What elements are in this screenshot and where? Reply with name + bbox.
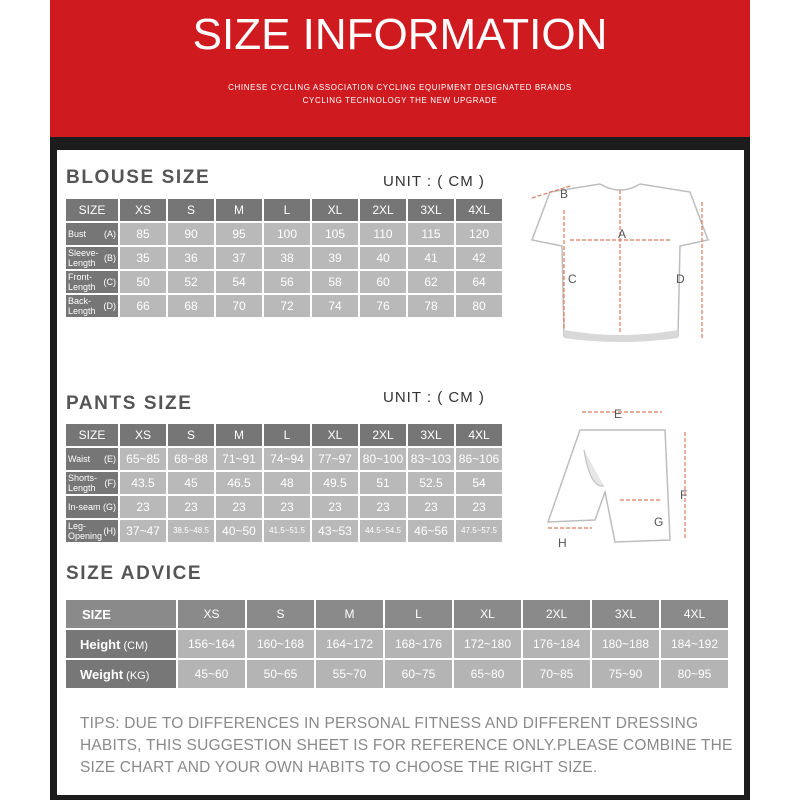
- advice-value-cell: 160~168: [247, 630, 314, 658]
- pants-header-l: L: [264, 424, 310, 446]
- blouse-value-cell: 80: [456, 295, 502, 317]
- pants-header-2xl: 2XL: [360, 424, 406, 446]
- advice-value-cell: 70~85: [523, 660, 590, 688]
- blouse-row-label-code: (A): [104, 229, 116, 239]
- blouse-value-cell: 70: [216, 295, 262, 317]
- shorts-diagram: [540, 400, 710, 555]
- pants-value-cell: 83~103: [408, 448, 454, 470]
- pants-value-cell: 45: [168, 472, 214, 494]
- advice-value-cell: 45~60: [178, 660, 245, 688]
- jersey-diagram: [520, 180, 720, 350]
- pants-value-cell: 86~106: [456, 448, 502, 470]
- blouse-value-cell: 95: [216, 223, 262, 245]
- blouse-value-cell: 36: [168, 247, 214, 269]
- tips-text: TIPS: DUE TO DIFFERENCES IN PERSONAL FITNESS AND DIFFERENT DRESSING HABITS, THIS SUGGESTION SHEET IS FOR REFERENCE ONLY.PLEASE COMBINE THE SIZE CHART AND YOUR OWN HABITS TO CHOOSE THE RIGHT SIZE.: [80, 715, 733, 776]
- advice-header-2xl: 2XL: [523, 600, 590, 628]
- advice-value-cell: 164~172: [316, 630, 383, 658]
- blouse-row-label-text: Bust: [68, 229, 87, 239]
- pants-value-cell: 41.5~51.5: [264, 520, 310, 542]
- pants-size-table: [64, 422, 504, 544]
- advice-value-cell: 168~176: [385, 630, 452, 658]
- pants-value-cell: 71~91: [216, 448, 262, 470]
- blouse-value-cell: 35: [120, 247, 166, 269]
- blouse-row-label-code: (B): [104, 253, 116, 263]
- advice-header-xl: XL: [454, 600, 521, 628]
- blouse-header-row: [66, 199, 502, 221]
- blouse-value-cell: 39: [312, 247, 358, 269]
- blouse-value-cell: 52: [168, 271, 214, 293]
- diagram-label-g: G: [654, 515, 664, 529]
- pants-value-cell: 23: [456, 496, 502, 518]
- blouse-value-cell: 56: [264, 271, 310, 293]
- blouse-unit-label: UNIT : ( CM ): [383, 173, 485, 190]
- blouse-value-cell: 41: [408, 247, 454, 269]
- pants-value-cell: 23: [120, 496, 166, 518]
- pants-row-label-text: Shorts- Length: [68, 473, 98, 493]
- diagram-label-h: H: [558, 536, 567, 550]
- pants-row: [66, 472, 502, 494]
- blouse-header-size-label: SIZE: [66, 199, 118, 221]
- blouse-row-label: [66, 223, 118, 245]
- blouse-value-cell: 37: [216, 247, 262, 269]
- pants-value-cell: 77~97: [312, 448, 358, 470]
- pants-header-s: S: [168, 424, 214, 446]
- blouse-row-label: [66, 247, 118, 269]
- advice-value-cell: 184~192: [661, 630, 728, 658]
- blouse-value-cell: 90: [168, 223, 214, 245]
- advice-header-s: S: [247, 600, 314, 628]
- pants-row: [66, 520, 502, 542]
- blouse-row-label: [66, 271, 118, 293]
- blouse-value-cell: 68: [168, 295, 214, 317]
- diagram-label-c: C: [568, 272, 577, 286]
- blouse-value-cell: 62: [408, 271, 454, 293]
- pants-value-cell: 23: [168, 496, 214, 518]
- blouse-value-cell: 120: [456, 223, 502, 245]
- pants-value-cell: 23: [264, 496, 310, 518]
- blouse-value-cell: 74: [312, 295, 358, 317]
- pants-row-label-code: (F): [104, 478, 116, 488]
- pants-value-cell: 43.5: [120, 472, 166, 494]
- blouse-row: [66, 295, 502, 317]
- pants-header-row: [66, 424, 502, 446]
- advice-value-cell: 65~80: [454, 660, 521, 688]
- blouse-value-cell: 38: [264, 247, 310, 269]
- blouse-value-cell: 78: [408, 295, 454, 317]
- blouse-row-label-text: Front- Length: [68, 272, 96, 292]
- pants-row-label: [66, 520, 118, 542]
- advice-header-row: [66, 600, 728, 628]
- blouse-value-cell: 50: [120, 271, 166, 293]
- pants-row-label-text: In-seam: [68, 502, 101, 512]
- blouse-size-table: [64, 197, 504, 319]
- pants-header-xl: XL: [312, 424, 358, 446]
- pants-value-cell: 23: [216, 496, 262, 518]
- advice-value-cell: 55~70: [316, 660, 383, 688]
- diagram-label-e: E: [614, 407, 623, 421]
- pants-value-cell: 49.5: [312, 472, 358, 494]
- pants-value-cell: 23: [408, 496, 454, 518]
- blouse-row-label-code: (D): [103, 301, 116, 311]
- pants-value-cell: 68~88: [168, 448, 214, 470]
- header-subtitle-1: CHINESE CYCLING ASSOCIATION CYCLING EQUIPMENT DESIGNATED BRANDS: [228, 83, 572, 92]
- blouse-header-3xl: 3XL: [408, 199, 454, 221]
- blouse-row: [66, 223, 502, 245]
- pants-value-cell: 74~94: [264, 448, 310, 470]
- pants-row: [66, 496, 502, 518]
- pants-value-cell: 48: [264, 472, 310, 494]
- pants-header-m: M: [216, 424, 262, 446]
- blouse-header-xl: XL: [312, 199, 358, 221]
- diagram-label-a: A: [618, 227, 627, 241]
- advice-value-cell: 176~184: [523, 630, 590, 658]
- blouse-value-cell: 66: [120, 295, 166, 317]
- advice-header-4xl: 4XL: [661, 600, 728, 628]
- pants-value-cell: 54: [456, 472, 502, 494]
- advice-row-label: [66, 630, 176, 658]
- pants-value-cell: 65~85: [120, 448, 166, 470]
- blouse-value-cell: 54: [216, 271, 262, 293]
- blouse-row: [66, 247, 502, 269]
- blouse-value-cell: 60: [360, 271, 406, 293]
- advice-header-xs: XS: [178, 600, 245, 628]
- advice-value-cell: 60~75: [385, 660, 452, 688]
- jersey-outline: [532, 184, 708, 339]
- pants-row-label: [66, 472, 118, 494]
- blouse-value-cell: 85: [120, 223, 166, 245]
- blouse-row-label-text: Back- Length: [68, 296, 96, 316]
- pants-header-4xl: 4XL: [456, 424, 502, 446]
- blouse-value-cell: 58: [312, 271, 358, 293]
- blouse-value-cell: 64: [456, 271, 502, 293]
- pants-value-cell: 43~53: [312, 520, 358, 542]
- pants-header-3xl: 3XL: [408, 424, 454, 446]
- pants-value-cell: 46.5: [216, 472, 262, 494]
- pants-row-label-code: (H): [103, 526, 116, 536]
- advice-value-cell: 80~95: [661, 660, 728, 688]
- advice-value-cell: 50~65: [247, 660, 314, 688]
- header-banner: [50, 0, 750, 137]
- pants-value-cell: 38.5~48.5: [168, 520, 214, 542]
- advice-header-l: L: [385, 600, 452, 628]
- blouse-value-cell: 115: [408, 223, 454, 245]
- advice-row-label-unit: (KG): [123, 669, 150, 682]
- advice-row-label-text: Weight: [80, 666, 124, 682]
- pants-row-label: [66, 448, 118, 470]
- blouse-header-m: M: [216, 199, 262, 221]
- pants-value-cell: 46~56: [408, 520, 454, 542]
- blouse-value-cell: 76: [360, 295, 406, 317]
- blouse-header-xs: XS: [120, 199, 166, 221]
- advice-row-label-text: Height: [80, 636, 121, 652]
- advice-header-m: M: [316, 600, 383, 628]
- blouse-value-cell: 100: [264, 223, 310, 245]
- pants-value-cell: 80~100: [360, 448, 406, 470]
- blouse-header-l: L: [264, 199, 310, 221]
- blouse-value-cell: 105: [312, 223, 358, 245]
- pants-value-cell: 47.5~57.5: [456, 520, 502, 542]
- pants-value-cell: 37~47: [120, 520, 166, 542]
- page-title: SIZE INFORMATION: [192, 10, 608, 59]
- blouse-row-label-code: (C): [103, 277, 116, 287]
- blouse-value-cell: 110: [360, 223, 406, 245]
- pants-value-cell: 23: [360, 496, 406, 518]
- shorts-outline: [548, 430, 670, 542]
- pants-row-label-code: (E): [104, 454, 116, 464]
- diagram-label-f: F: [680, 488, 688, 502]
- advice-value-cell: 156~164: [178, 630, 245, 658]
- blouse-value-cell: 72: [264, 295, 310, 317]
- advice-header-3xl: 3XL: [592, 600, 659, 628]
- advice-value-cell: 180~188: [592, 630, 659, 658]
- advice-row: [66, 630, 728, 658]
- blouse-value-cell: 42: [456, 247, 502, 269]
- size-advice-title: SIZE ADVICE: [66, 563, 203, 584]
- pants-row-label: [66, 496, 118, 518]
- blouse-header-4xl: 4XL: [456, 199, 502, 221]
- pants-row-label-text: Leg- Opening: [68, 521, 103, 541]
- advice-value-cell: 172~180: [454, 630, 521, 658]
- advice-header-size-label: SIZE: [66, 600, 176, 628]
- blouse-size-title: BLOUSE SIZE: [66, 167, 211, 188]
- pants-row: [66, 448, 502, 470]
- blouse-header-2xl: 2XL: [360, 199, 406, 221]
- pants-unit-label: UNIT : ( CM ): [383, 389, 485, 406]
- blouse-row-label: [66, 295, 118, 317]
- pants-size-title: PANTS SIZE: [66, 393, 193, 414]
- pants-value-cell: 40~50: [216, 520, 262, 542]
- blouse-value-cell: 40: [360, 247, 406, 269]
- blouse-header-s: S: [168, 199, 214, 221]
- advice-row-label: [66, 660, 176, 688]
- pants-value-cell: 44.5~54.5: [360, 520, 406, 542]
- pants-value-cell: 51: [360, 472, 406, 494]
- pants-value-cell: 23: [312, 496, 358, 518]
- advice-row: [66, 660, 728, 688]
- advice-value-cell: 75~90: [592, 660, 659, 688]
- diagram-label-d: D: [676, 272, 685, 286]
- pants-header-xs: XS: [120, 424, 166, 446]
- pants-row-label-text: Waist: [68, 454, 91, 464]
- blouse-row-label-text: Sleeve- Length: [68, 248, 99, 268]
- advice-row-label-unit: (CM): [120, 639, 148, 652]
- blouse-row: [66, 271, 502, 293]
- pants-row-label-code: (G): [103, 502, 116, 512]
- pants-header-size-label: SIZE: [66, 424, 118, 446]
- diagram-label-b: B: [560, 187, 569, 201]
- header-subtitle-2: CYCLING TECHNOLOGY THE NEW UPGRADE: [302, 96, 498, 105]
- pants-value-cell: 52.5: [408, 472, 454, 494]
- size-advice-table: [64, 598, 730, 690]
